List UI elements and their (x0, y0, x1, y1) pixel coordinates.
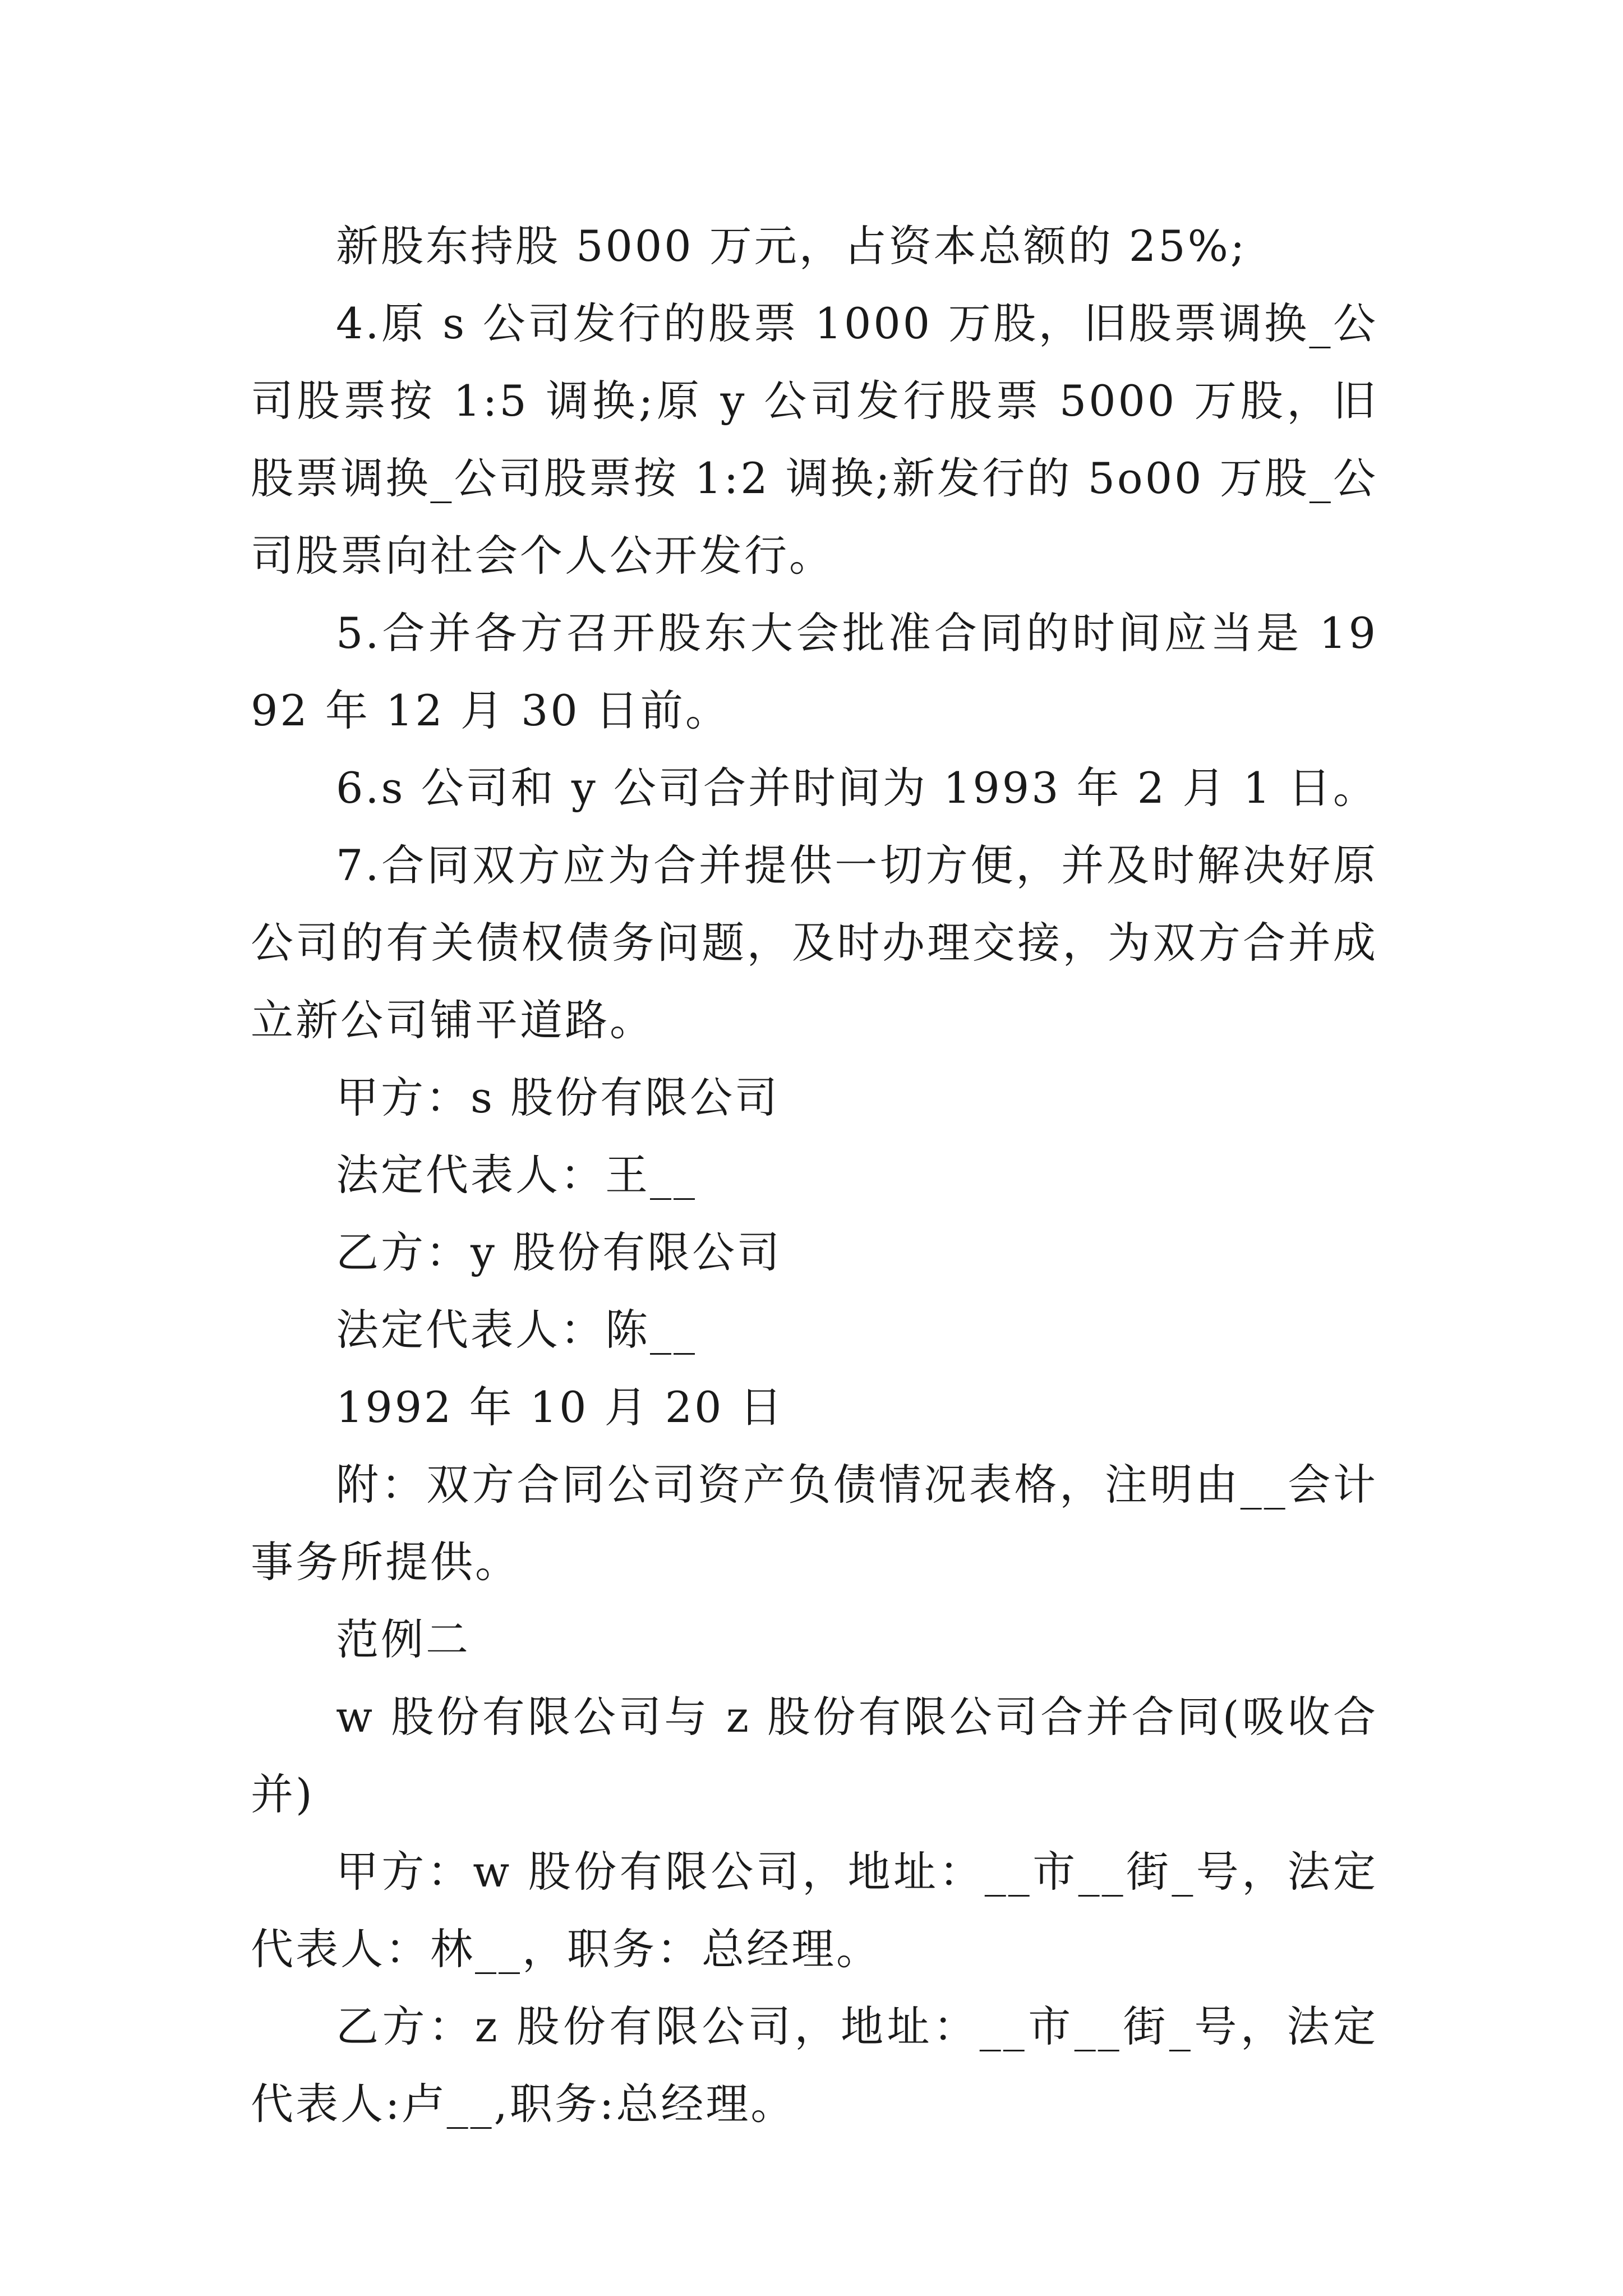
party-a-details: 甲方：w 股份有限公司，地址：__市__街_号，法定代表人：林__，职务：总经理。 (251, 1847, 1378, 1974)
paragraph-clause-7: 7.合同双方应为合并提供一切方便，并及时解决好原公司的有关债权债务问题，及时办理交接，为双方合并成立新公司铺平道路。 (251, 840, 1378, 1045)
party-a-line: 甲方：s 股份有限公司 (336, 1073, 780, 1122)
party-b-details: 乙方：z 股份有限公司，地址：__市__街_号，法定代表人:卢__,职务:总经理。 (251, 2001, 1378, 2129)
signing-date: 1992 年 10 月 20 日 (336, 1382, 785, 1432)
paragraph-clause-5: 5.合并各方召开股东大会批准合同的时间应当是 1992 年 12 月 30 日前。 (251, 608, 1378, 735)
party-a-representative: 法定代表人：王__ (336, 1150, 697, 1200)
appendix-note: 附：双方合同公司资产负债情况表格，注明由__会计事务所提供。 (251, 1460, 1378, 1587)
example-two-heading: 范例二 (336, 1614, 471, 1664)
document-body (251, 208, 1378, 2143)
party-b-line: 乙方：y 股份有限公司 (336, 1227, 782, 1277)
paragraph-clause-4: 4.原 s 公司发行的股票 1000 万股，旧股票调换_公司股票按 1:5 调换;原 y 公司发行股票 5000 万股，旧股票调换_公司股票按 1:2 调换;新发行的 5o00 万股_公司股票向社会个人公开发行。 (251, 298, 1378, 581)
paragraph-clause-6: 6.s 公司和 y 公司合并时间为 1993 年 2 月 1 日。 (336, 763, 1378, 813)
paragraph-new-shareholders: 新股东持股 5000 万元，占资本总额的 25%; (336, 221, 1247, 271)
contract-title: w 股份有限公司与 z 股份有限公司合并合同(吸收合并) (251, 1692, 1378, 1819)
party-b-representative: 法定代表人：陈__ (336, 1305, 697, 1355)
